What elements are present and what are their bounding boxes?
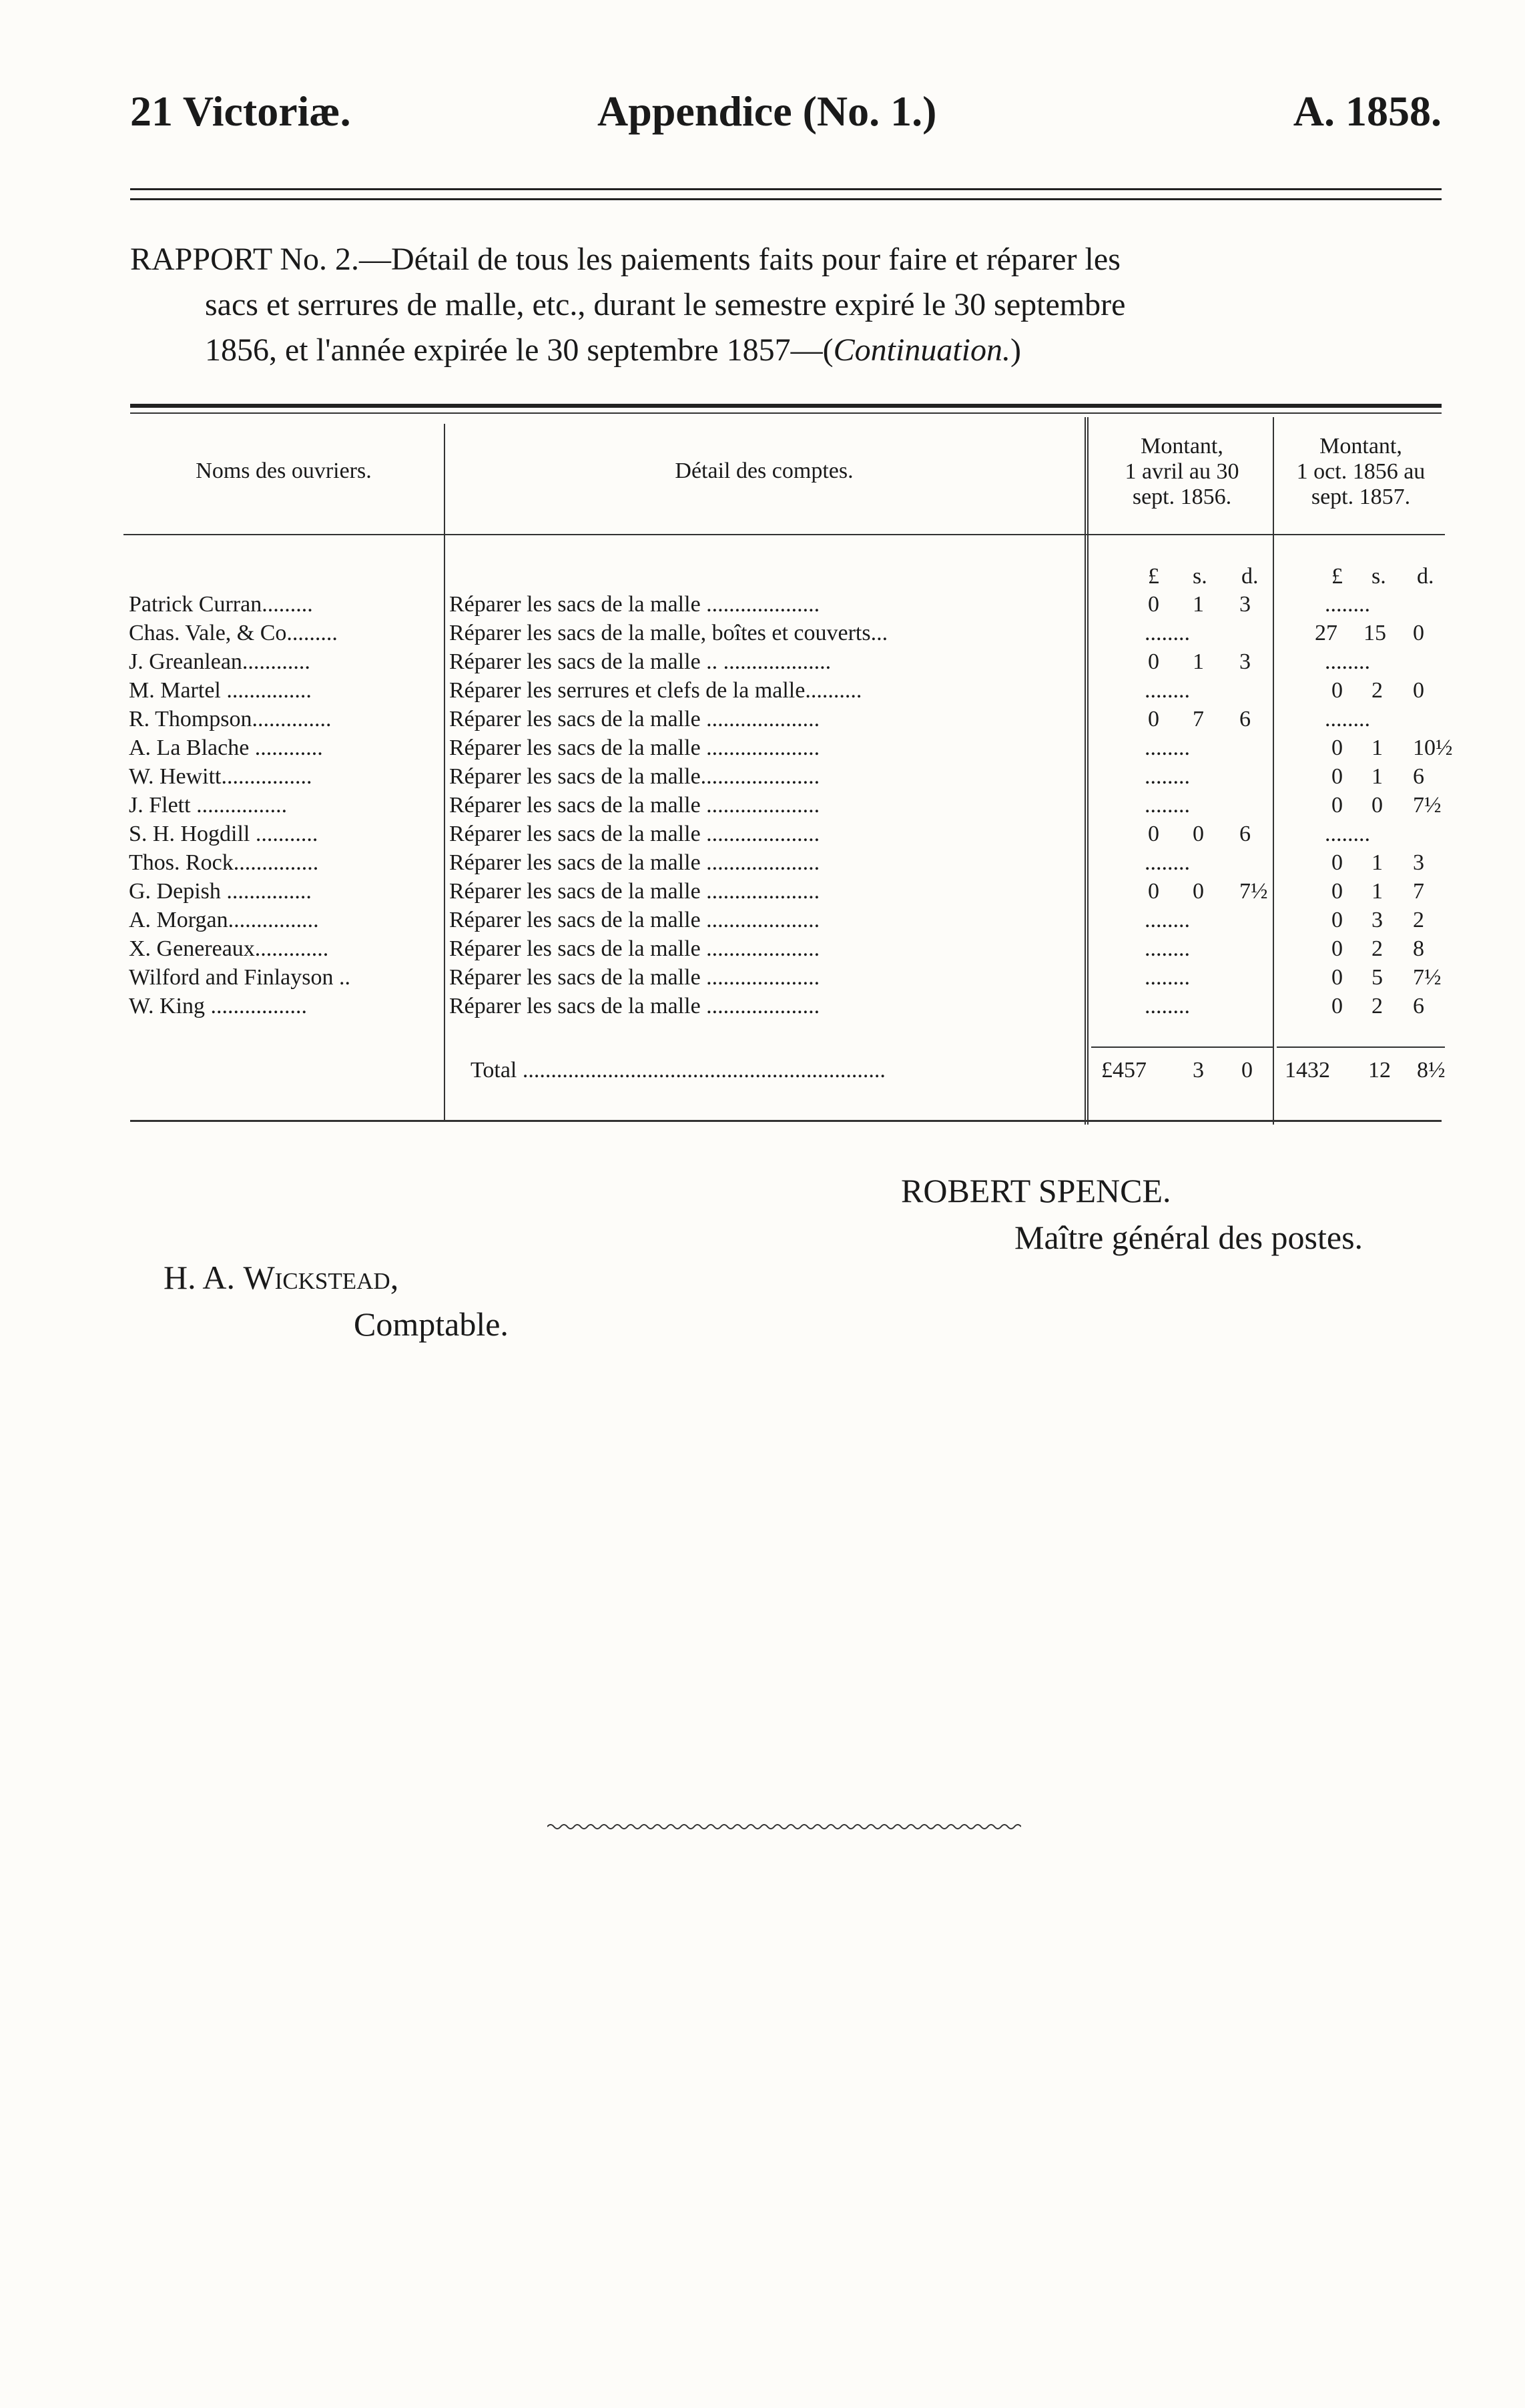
amount-2-shillings: 1: [1371, 879, 1383, 904]
total-rule-2: [1277, 1046, 1445, 1048]
amount-1-shillings: 0: [1193, 879, 1204, 904]
amount-2-shillings: 2: [1371, 936, 1383, 961]
account-detail: Réparer les sacs de la malle ....................: [449, 908, 820, 932]
report-title-line-2: sacs et serrures de malle, etc., durant le semestre expiré le 30 septembre: [205, 287, 1126, 322]
amount-2-head-line-1: Montant,: [1319, 434, 1402, 459]
account-detail: Réparer les sacs de la malle ....................: [449, 936, 820, 961]
amount-2-pounds: 0: [1331, 850, 1343, 875]
amount-1-pence: 6: [1239, 822, 1251, 846]
subhead-pence-1: d.: [1241, 564, 1259, 589]
amount-2-pence: 7½: [1413, 965, 1442, 990]
table-row: [123, 649, 1445, 678]
report-title-line-3-close: ): [1010, 332, 1021, 368]
amount-2-shillings: 3: [1371, 908, 1383, 932]
amount-2-pounds: 0: [1331, 965, 1343, 990]
report-title-continuation: Continuation.: [833, 332, 1011, 368]
amount-2-pounds: 0: [1331, 936, 1343, 961]
amount-2-shillings: 2: [1371, 994, 1383, 1018]
amount-2-blank: ........: [1325, 707, 1370, 731]
column-head-amount-2: [1274, 434, 1448, 510]
amount-1-blank: ........: [1145, 764, 1190, 789]
subhead-shillings-2: s.: [1371, 564, 1386, 589]
table-row: [123, 879, 1445, 908]
accountant-initials: H. A.: [164, 1259, 235, 1296]
amount-1-pounds: 0: [1148, 822, 1159, 846]
postmaster-name: ROBERT SPENCE.: [901, 1172, 1171, 1209]
total-1-pence: 0: [1241, 1058, 1253, 1083]
subhead-shillings-1: s.: [1193, 564, 1207, 589]
table-row: [123, 822, 1445, 850]
amount-1-pounds: 0: [1148, 879, 1159, 904]
header-appendix: Appendice (No. 1.): [597, 87, 937, 135]
table-row: [123, 994, 1445, 1022]
amount-1-pence: 7½: [1239, 879, 1268, 904]
amount-2-pence: 2: [1413, 908, 1424, 932]
accountant-name: [164, 1258, 398, 1297]
amount-2-pence: 7: [1413, 879, 1424, 904]
amount-1-blank: ........: [1145, 735, 1190, 760]
amount-1-pence: 6: [1239, 707, 1251, 731]
table-bottom-rule: [130, 1120, 1442, 1122]
report-title-line-1: RAPPORT No. 2.—Détail de tous les paiements faits pour faire et réparer les: [130, 242, 1121, 277]
table-top-rule-thin: [130, 412, 1442, 414]
amount-2-pounds: 0: [1331, 793, 1343, 818]
amount-2-pence: 0: [1413, 678, 1424, 703]
table-row: [123, 965, 1445, 994]
amount-2-shillings: 2: [1371, 678, 1383, 703]
amount-1-shillings: 1: [1193, 649, 1204, 674]
worker-name: A. La Blache ............: [129, 735, 323, 760]
amount-2-pence: 0: [1413, 621, 1424, 645]
account-detail: Réparer les sacs de la malle ....................: [449, 965, 820, 990]
table-row: [123, 707, 1445, 735]
amount-1-blank: ........: [1145, 850, 1190, 875]
amount-2-shillings: 15: [1363, 621, 1386, 645]
amount-2-pence: 6: [1413, 764, 1424, 789]
amount-2-shillings: 5: [1371, 965, 1383, 990]
amount-2-pounds: 0: [1331, 994, 1343, 1018]
amount-1-shillings: 1: [1193, 592, 1204, 617]
amount-1-head-line-3: sept. 1856.: [1132, 485, 1232, 509]
amount-1-blank: ........: [1145, 621, 1190, 645]
amount-2-pounds: 0: [1331, 678, 1343, 703]
worker-name: R. Thompson..............: [129, 707, 332, 731]
table-row: [123, 678, 1445, 707]
column-head-names: Noms des ouvriers.: [196, 459, 372, 483]
account-detail: Réparer les sacs de la malle ....................: [449, 879, 820, 904]
postmaster-title: Maître général des postes.: [1014, 1219, 1363, 1256]
account-detail: Réparer les sacs de la malle ....................: [449, 735, 820, 760]
amount-2-blank: ........: [1325, 822, 1370, 846]
worker-name: A. Morgan................: [129, 908, 319, 932]
worker-name: J. Flett ................: [129, 793, 288, 818]
amount-2-pence: 6: [1413, 994, 1424, 1018]
table-row: [123, 592, 1445, 621]
account-detail: Réparer les sacs de la malle ....................: [449, 822, 820, 846]
amount-2-shillings: 1: [1371, 850, 1383, 875]
accountant-surname: Wickstead,: [243, 1259, 399, 1296]
amount-2-pence: 8: [1413, 936, 1424, 961]
total-1-pounds: £457: [1101, 1058, 1147, 1083]
table-row: [123, 621, 1445, 649]
worker-name: G. Depish ...............: [129, 879, 312, 904]
table-row: [123, 793, 1445, 822]
amount-2-pounds: 0: [1331, 908, 1343, 932]
worker-name: W. King .................: [129, 994, 307, 1018]
accountant-title: Comptable.: [354, 1305, 509, 1343]
table-row: [123, 936, 1445, 965]
payments-table: [123, 417, 1453, 1085]
account-detail: Réparer les sacs de la malle .. ...................: [449, 649, 832, 674]
report-title-line-3-text: 1856, et l'année expirée le 30 septembre 1857—(: [205, 332, 834, 368]
amount-2-pounds: 0: [1331, 735, 1343, 760]
table-row: [123, 735, 1453, 764]
amount-2-blank: ........: [1325, 649, 1370, 674]
amount-1-shillings: 7: [1193, 707, 1204, 731]
worker-name: X. Genereaux.............: [129, 936, 329, 961]
worker-name: M. Martel ...............: [129, 678, 312, 703]
worker-name: Patrick Curran.........: [129, 592, 313, 617]
amount-2-blank: ........: [1325, 592, 1370, 617]
amount-2-head-line-3: sept. 1857.: [1311, 485, 1411, 509]
amount-1-blank: ........: [1145, 994, 1190, 1018]
amount-1-blank: ........: [1145, 936, 1190, 961]
page-header: [130, 87, 1442, 147]
amount-1-pounds: 0: [1148, 649, 1159, 674]
account-detail: Réparer les sacs de la malle ....................: [449, 592, 820, 617]
amount-1-shillings: 0: [1193, 822, 1204, 846]
total-row: [123, 1058, 1445, 1087]
worker-name: S. H. Hogdill ...........: [129, 822, 318, 846]
account-detail: Réparer les sacs de la malle.....................: [449, 764, 820, 789]
account-detail: Réparer les sacs de la malle ....................: [449, 994, 820, 1018]
table-top-rule: [130, 404, 1442, 408]
column-head-amount-1: [1091, 434, 1273, 510]
table-row: [123, 764, 1445, 793]
worker-name: W. Hewitt................: [129, 764, 312, 789]
column-head-detail: Détail des comptes.: [675, 459, 854, 483]
total-rule-1: [1091, 1046, 1273, 1048]
header-regnal-year: 21 Victoriæ.: [130, 87, 351, 135]
table-row: [123, 908, 1445, 936]
total-1-shillings: 3: [1193, 1058, 1204, 1083]
report-title: [130, 237, 1442, 373]
amount-1-pence: 3: [1239, 592, 1251, 617]
worker-name: J. Greanlean............: [129, 649, 310, 674]
amount-2-pounds: 0: [1331, 879, 1343, 904]
account-detail: Réparer les serrures et clefs de la malle..........: [449, 678, 862, 703]
amount-2-shillings: 0: [1371, 793, 1383, 818]
account-detail: Réparer les sacs de la malle, boîtes et couverts...: [449, 621, 888, 645]
amount-2-pence: 3: [1413, 850, 1424, 875]
amount-1-pence: 3: [1239, 649, 1251, 674]
table-row: [123, 850, 1445, 879]
amount-1-pounds: 0: [1148, 707, 1159, 731]
header-double-rule: [130, 188, 1442, 200]
report-title-line-3: [130, 328, 1442, 373]
head-rule: [123, 534, 1445, 535]
amount-2-shillings: 1: [1371, 735, 1383, 760]
currency-subhead-row: [123, 564, 1445, 593]
amount-1-head-line-1: Montant,: [1141, 434, 1223, 459]
amount-2-head-line-2: 1 oct. 1856 au: [1296, 459, 1426, 484]
amount-1-blank: ........: [1145, 793, 1190, 818]
amount-1-blank: ........: [1145, 678, 1190, 703]
header-year: A. 1858.: [1293, 87, 1442, 135]
amount-2-shillings: 1: [1371, 764, 1383, 789]
amount-1-blank: ........: [1145, 965, 1190, 990]
amount-1-pounds: 0: [1148, 592, 1159, 617]
worker-name: Wilford and Finlayson ..: [129, 965, 350, 990]
amount-1-head-line-2: 1 avril au 30: [1125, 459, 1239, 484]
amount-2-pounds: 0: [1331, 764, 1343, 789]
amount-2-pence: 10½: [1413, 735, 1453, 760]
subhead-pence-2: d.: [1417, 564, 1434, 589]
worker-name: Chas. Vale, & Co.........: [129, 621, 338, 645]
amount-2-pounds: 27: [1315, 621, 1337, 645]
total-label: Total ................................................................: [471, 1058, 886, 1083]
account-detail: Réparer les sacs de la malle ....................: [449, 850, 820, 875]
amount-1-blank: ........: [1145, 908, 1190, 932]
subhead-pounds-1: £: [1148, 564, 1159, 589]
worker-name: Thos. Rock...............: [129, 850, 319, 875]
total-2-pounds: 1432: [1285, 1058, 1330, 1083]
total-2-pence: 8½: [1417, 1058, 1446, 1083]
total-2-shillings: 12: [1368, 1058, 1391, 1083]
amount-2-pence: 7½: [1413, 793, 1442, 818]
account-detail: Réparer les sacs de la malle ....................: [449, 707, 820, 731]
account-detail: Réparer les sacs de la malle ....................: [449, 793, 820, 818]
closing-ornament: [547, 1822, 1021, 1831]
subhead-pounds-2: £: [1331, 564, 1343, 589]
